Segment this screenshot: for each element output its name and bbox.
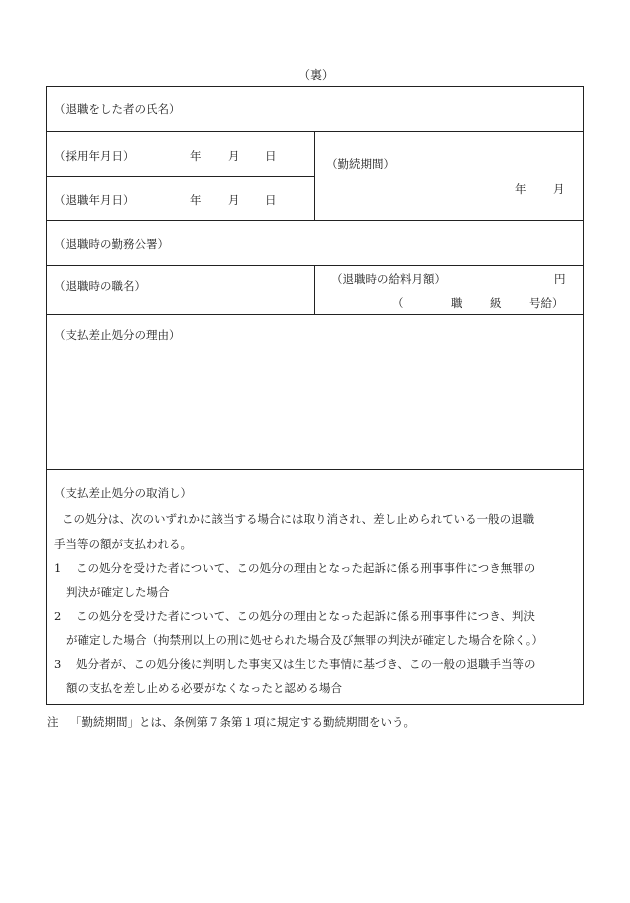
- cancellation-item-number: 1: [54, 561, 62, 575]
- table-row-divider: [46, 220, 584, 221]
- table-row-divider: [46, 314, 584, 315]
- hire-date-year-unit: 年: [190, 149, 202, 163]
- cancellation-item-line1: この処分を受けた者について、この処分の理由となった起訴に係る刑事事件につき、判決: [76, 609, 535, 623]
- grade-level-unit: 級: [490, 296, 502, 310]
- note-label: 注: [47, 715, 59, 729]
- cancellation-item-line2: が確定した場合（拘禁刑以上の刑に処せられた場合及び無罪の判決が確定した場合を除く。）: [66, 633, 544, 647]
- hire-date-label: （採用年月日）: [54, 149, 135, 163]
- cancellation-item-line1: 処分者が、この処分後に判明した事実又は生じた事情に基づき、この一般の退職手当等の: [76, 657, 536, 671]
- grade-step-unit: 号給）: [529, 296, 564, 310]
- grade-open-paren: （: [392, 296, 404, 310]
- service-period-year-unit: 年: [515, 182, 527, 196]
- service-period-label: （勤続期間）: [326, 157, 395, 171]
- cancellation-item-number: 2: [54, 609, 62, 623]
- note-text: 「勤続期間」とは、条例第７条第１項に規定する勤続期間をいう。: [70, 715, 415, 729]
- table-row-divider: [46, 265, 584, 266]
- table-border-bottom: [46, 704, 584, 705]
- retire-date-day-unit: 日: [265, 193, 277, 207]
- table-border-top: [46, 86, 584, 87]
- service-period-month-unit: 月: [553, 182, 565, 196]
- office-label: （退職時の勤務公署）: [54, 237, 169, 251]
- hire-date-day-unit: 日: [265, 149, 277, 163]
- cancellation-intro-line1: この処分は、次のいずれかに該当する場合には取り消され、差し止められている一般の退職: [62, 512, 535, 526]
- salary-label: （退職時の給料月額）: [331, 272, 446, 286]
- table-column-divider: [314, 265, 315, 315]
- cancellation-intro-line2: 手当等の額が支払われる。: [54, 537, 192, 551]
- retire-date-month-unit: 月: [228, 193, 240, 207]
- retire-date-label: （退職年月日）: [54, 193, 135, 207]
- table-border-left: [46, 86, 47, 705]
- table-column-divider: [314, 131, 315, 221]
- cancellation-title: （支払差止処分の取消し）: [54, 486, 192, 500]
- salary-yen-unit: 円: [554, 272, 566, 286]
- hire-date-month-unit: 月: [228, 149, 240, 163]
- table-row-divider: [46, 176, 315, 177]
- position-label: （退職時の職名）: [54, 279, 146, 293]
- table-row-divider: [46, 131, 584, 132]
- page-side-label: （裏）: [298, 68, 335, 82]
- table-border-right: [583, 86, 584, 705]
- reason-label: （支払差止処分の理由）: [54, 328, 181, 342]
- grade-class-unit: 職: [451, 296, 463, 310]
- retiree-name-label: （退職をした者の氏名）: [54, 102, 181, 116]
- cancellation-item-line1: この処分を受けた者について、この処分の理由となった起訴に係る刑事事件につき無罪の: [76, 561, 536, 575]
- cancellation-item-line2: 判決が確定した場合: [66, 585, 170, 599]
- retire-date-year-unit: 年: [190, 193, 202, 207]
- cancellation-item-line2: 額の支払を差し止める必要がなくなったと認める場合: [66, 681, 342, 695]
- table-row-divider: [46, 469, 584, 470]
- cancellation-item-number: 3: [54, 657, 62, 671]
